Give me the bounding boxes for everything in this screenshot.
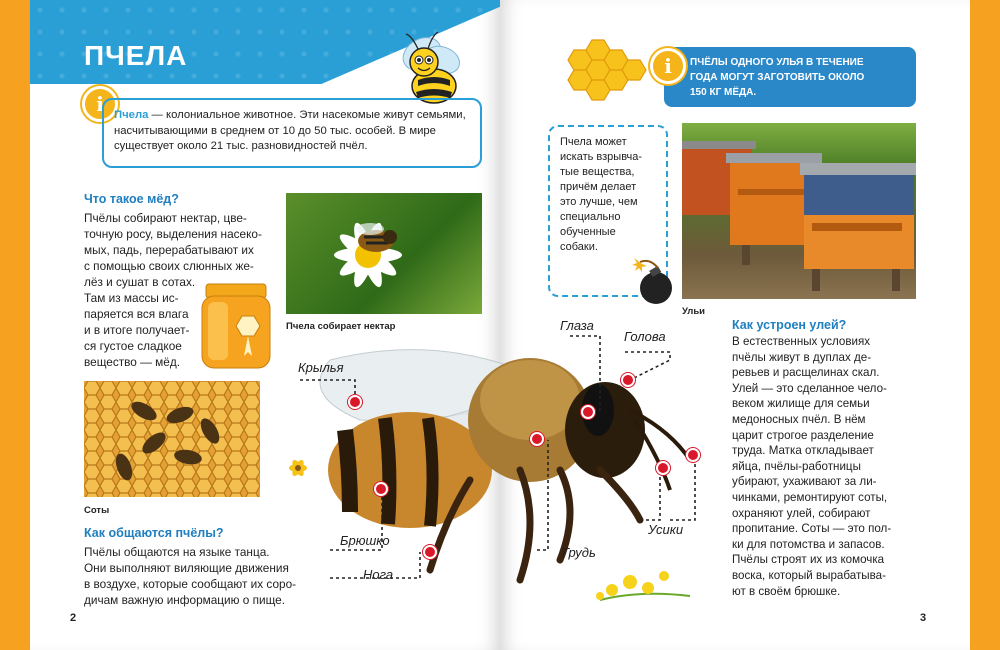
text-line: Пчёлы собирают нектар, цве- [84,211,247,225]
page-number-left: 2 [70,612,77,624]
text-line: веком жилище для семьи [732,397,870,411]
text-line: ся густое сладкое [84,339,182,353]
text-line: пчёлы живут в дуплах де- [732,350,872,364]
text-line: с помощью своих слюнных же- [84,259,254,273]
text-line: ревьев и расщелинах скал. [732,366,880,380]
text-line: паряется вся влага [84,307,189,321]
label-leg: Нога [363,567,394,582]
text-line: охраняют улей, собирают [732,506,871,520]
fact-line: ГОДА МОГУТ ЗАГОТОВИТЬ ОКОЛО [690,72,865,83]
text-line: яйца, пчёлы-работницы [732,459,861,473]
text-line: в воздухе, которые сообщают их соро- [84,577,297,591]
text-line: искать взрывча- [560,151,643,163]
fact-line: ПЧЁЛЫ ОДНОГО УЛЬЯ В ТЕЧЕНИЕ [690,57,864,68]
combs-photo-caption: Соты [84,505,110,516]
intro-text: — колониальное животное. Эти насекомые живут семьями, насчитывающими в среднем от 10 до 50 тыс. особей. В мире существует около 21 тыс. разновидностей пчёл. [114,109,466,152]
page-title: ПЧЕЛА [84,40,188,71]
text-line: точную росу, выделения насеко- [84,227,262,241]
small-flower-icon [289,458,307,478]
label-antennae: Усики [648,522,684,537]
text-line: воска, который вырабатыва- [732,568,886,582]
text-line: чинками, ремонтируют соты, [732,490,888,504]
hives-photo-caption: Ульи [682,306,706,317]
fact-info-icon: i [650,48,686,84]
fact-line: 150 КГ МЁДА. [690,87,757,98]
label-abdomen: Брюшко [340,533,390,548]
text-line: лёз и сушат в сотах. [84,275,196,289]
text-line: ки для потомства и запасов. [732,537,885,551]
page-number-right: 3 [920,612,927,624]
label-eyes: Глаза [560,318,594,333]
info-icon: i [82,86,118,122]
bee-photo-caption: Пчела собирает нектар [286,321,396,332]
text-line: медоносных пчёл. В нём [732,412,866,426]
text-line: это лучше, чем [560,196,638,208]
text-line: Пчёлы строят их из комочка [732,553,885,567]
text-line: дичам важную информацию о пище. [84,593,285,607]
intro-term: Пчела [114,109,149,121]
text-line: мых, падь, перерабатывают их [84,243,254,257]
text-line: В естественных условиях [732,335,871,348]
hive-heading: Как устроен улей? [732,318,847,332]
text-line: вещество — мёд. [84,355,181,369]
label-chest: Грудь [562,545,596,560]
text-line: специально [560,211,621,223]
text-line: Они выполняют виляющие движения [84,561,289,575]
yellow-flowers-icon [596,571,690,600]
text-line: Пчёлы общаются на языке танца. [84,545,270,559]
text-line: Улей — это сделанное чело- [732,381,887,395]
label-wings: Крылья [298,360,344,375]
text-line: Пчела может [560,136,627,148]
text-line: пропитание. Соты — это пол- [732,522,892,536]
text-line: убирают, ухаживают за ли- [732,475,877,489]
text-line: и в итоге получает- [84,323,190,337]
text-line: ют в своём брюшке. [732,584,841,598]
text-line: собаки. [560,241,598,253]
text-line: причём делает [560,181,637,193]
honey-heading: Что такое мёд? [84,192,179,206]
text-line: труда. Матка откладывает [732,444,874,458]
text-line: тые вещества, [560,166,635,178]
text-line: обученные [560,226,616,238]
text-line: царит строгое разделение [732,428,874,442]
communication-heading: Как общаются пчёлы? [84,526,224,540]
label-head: Голова [624,329,666,344]
text-line: Там из массы ис- [84,291,179,305]
